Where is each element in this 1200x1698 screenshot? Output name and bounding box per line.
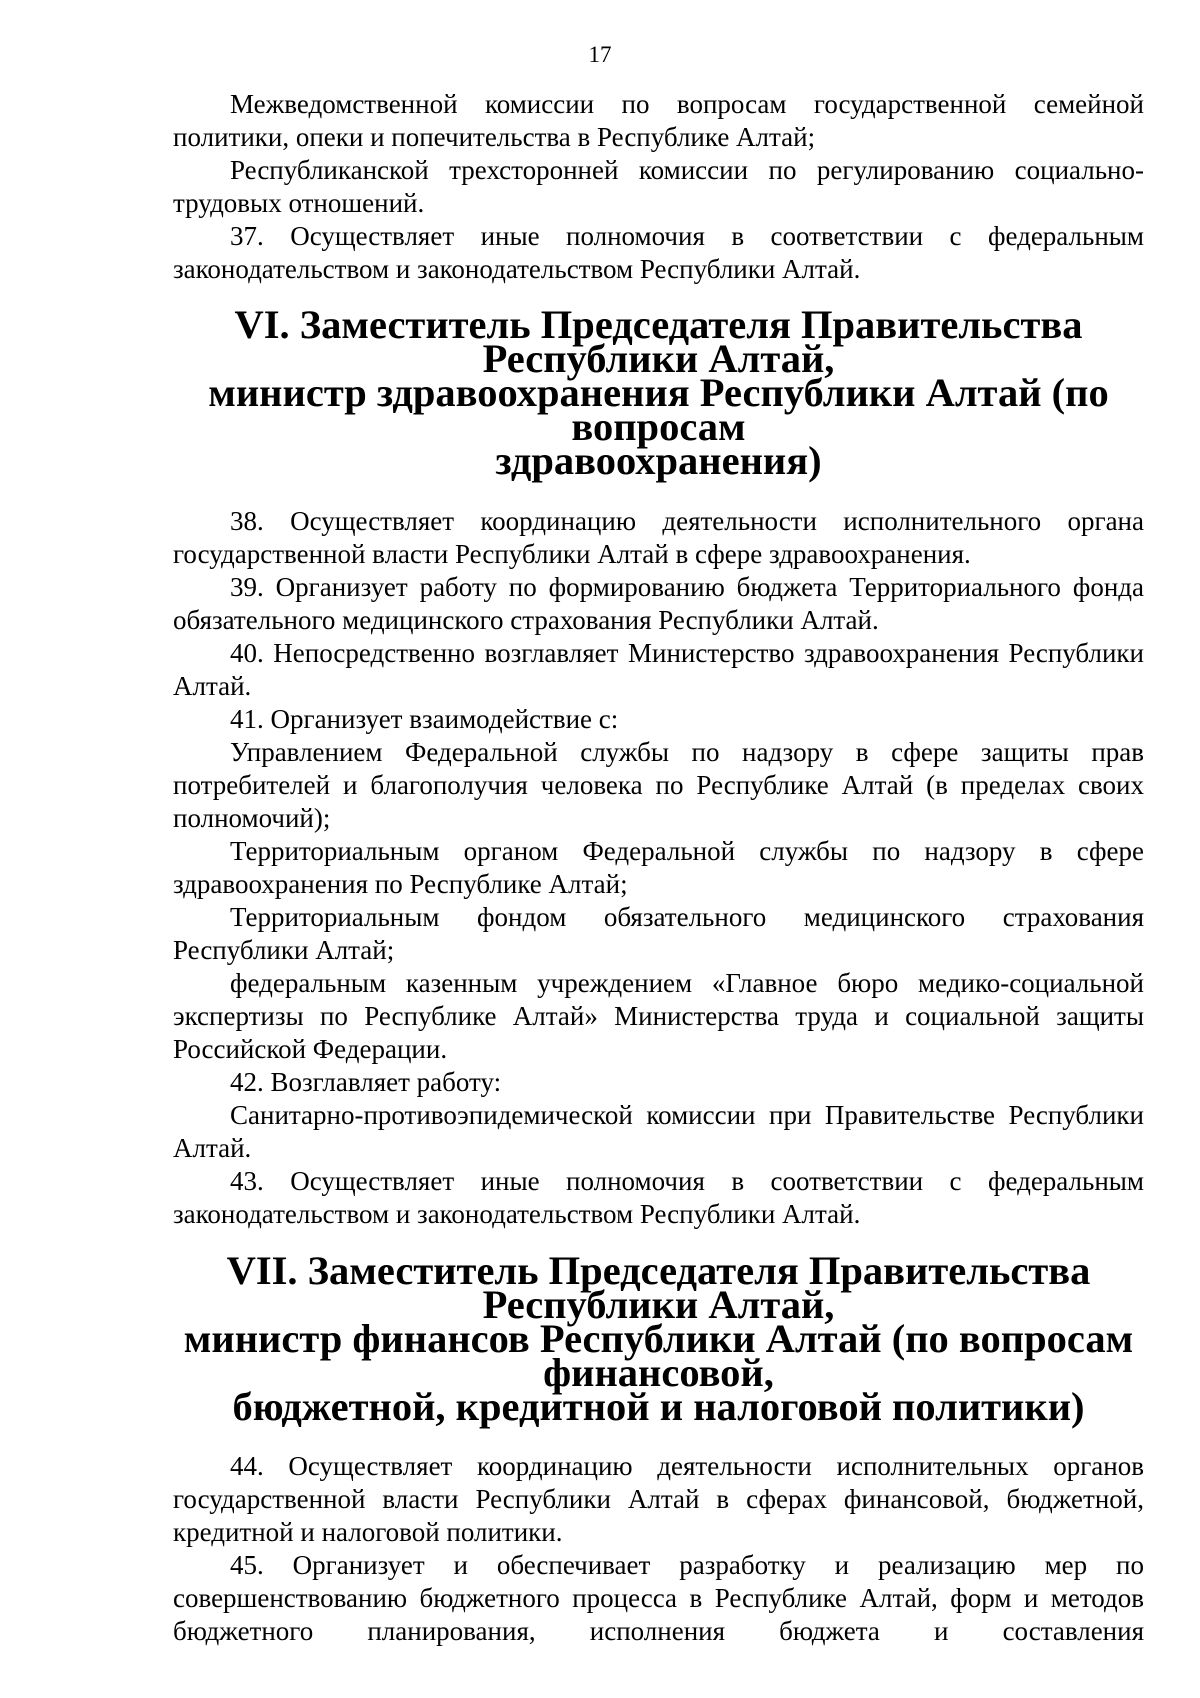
paragraph: 40. Непосредственно возглавляет Министерство здравоохранения Республики Алтай. [173, 638, 1144, 701]
paragraph: Санитарно-противоэпидемической комиссии при Правительстве Республики Алтай. [173, 1100, 1144, 1163]
heading-line: министр финансов Республики Алтай (по вопросам финансовой, [183, 1316, 1134, 1395]
paragraph: Территориальным органом Федеральной службы по надзору в сфере здравоохранения по Республике Алтай; [173, 836, 1144, 899]
heading-line: VII. Заместитель Председателя Правительства Республики Алтай, [226, 1248, 1091, 1327]
paragraph: 42. Возглавляет работу: [230, 1067, 502, 1097]
document-body [173, 88, 1144, 1648]
heading-line: здравоохранения) [495, 438, 822, 483]
paragraph: 44. Осуществляет координацию деятельности исполнительных органов государственной власти Республики Алтай в сферах финансовой, бюджетной, кредитной и налоговой политики. [173, 1451, 1144, 1547]
paragraph: 38. Осуществляет координацию деятельности исполнительного органа государственной власти Республики Алтай в сфере здравоохранения. [173, 506, 1144, 569]
paragraph: Межведомственной комиссии по вопросам государственной семейной политики, опеки и попечительства в Республике Алтай; [173, 89, 1144, 152]
section-heading-vi [173, 302, 1144, 483]
paragraph: 41. Организует взаимодействие с: [230, 704, 619, 734]
paragraph: 37. Осуществляет иные полномочия в соответствии с федеральным законодательством и законодательством Республики Алтай. [173, 221, 1144, 284]
heading-line: VI. Заместитель Председателя Правительства Республики Алтай, [234, 302, 1083, 381]
section-heading-vii [173, 1248, 1144, 1429]
paragraph: 39. Организует работу по формированию бюджета Территориального фонда обязательного медицинского страхования Республики Алтай. [173, 572, 1144, 635]
paragraph: федеральным казенным учреждением «Главное бюро медико-социальной экспертизы по Республике Алтай» Министерства труда и социальной защиты Российской Федерации. [173, 968, 1144, 1064]
paragraph: 45. Организует и обеспечивает разработку и реализацию мер по совершенствованию бюджетного процесса в Республике Алтай, форм и методов бюджетного планирования, исполнения бюджета и составления [173, 1550, 1144, 1646]
paragraph: Республиканской трехсторонней комиссии по регулированию социально-трудовых отношений. [173, 155, 1144, 218]
page-number: 17 [588, 42, 612, 67]
paragraph: 43. Осуществляет иные полномочия в соответствии с федеральным законодательством и законодательством Республики Алтай. [173, 1166, 1144, 1229]
heading-line: бюджетной, кредитной и налоговой политики) [232, 1384, 1085, 1429]
paragraph: Управлением Федеральной службы по надзору в сфере защиты прав потребителей и благополучия человека по Республике Алтай (в пределах своих полномочий); [173, 737, 1144, 833]
paragraph: Территориальным фондом обязательного медицинского страхования Республики Алтай; [173, 902, 1144, 965]
heading-line: министр здравоохранения Республики Алтай (по вопросам [208, 370, 1109, 449]
